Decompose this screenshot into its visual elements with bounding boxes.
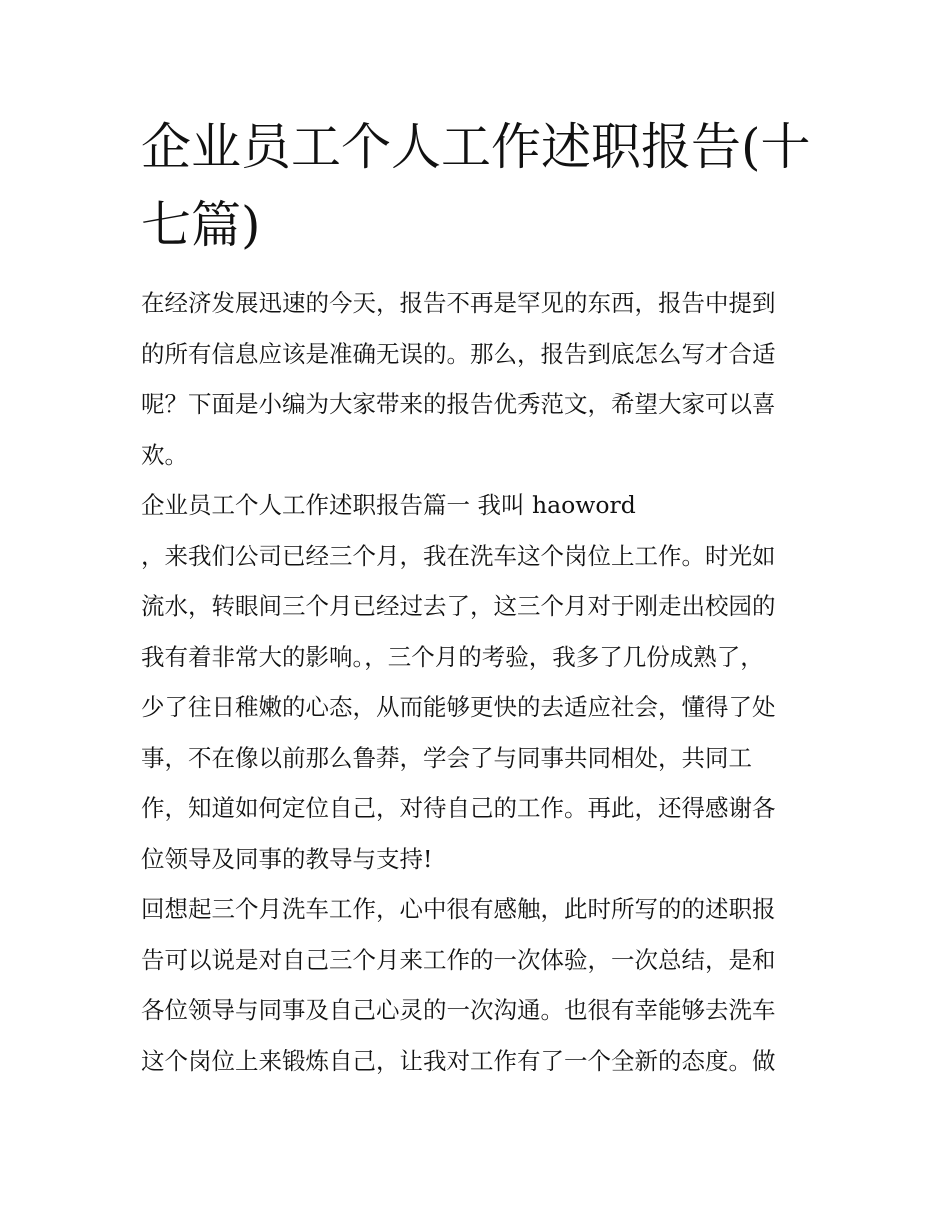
text-line: 位领导及同事的教导与支持!	[141, 844, 433, 873]
text-line: 告可以说是对自己三个月来工作的一次体验，一次总结，是和	[141, 945, 776, 974]
text-line: 流水，转眼间三个月已经过去了，这三个月对于刚走出校园的	[141, 592, 776, 620]
document-title	[141, 108, 811, 264]
title-line: 企业员工个人工作述职报告(十	[141, 118, 811, 176]
text-line: 的所有信息应该是准确无误的。那么，报告到底怎么写才合适	[141, 339, 776, 368]
body-paragraph-1	[141, 531, 811, 885]
text-line: 事，不在像以前那么鲁莽，学会了与同事共同相处，共同工	[141, 743, 752, 772]
text-line: 在经济发展迅速的今天，报告不再是罕见的东西，报告中提到	[141, 289, 776, 317]
text-line: 企业员工个人工作述职报告篇一 我叫 haoword	[141, 491, 636, 519]
text-line: 各位领导与同事及自己心灵的一次沟通。也很有幸能够去洗车	[141, 996, 776, 1024]
text-line: 少了往日稚嫩的心态，从而能够更快的去适应社会，懂得了处	[141, 693, 776, 721]
text-line: 这个岗位上来锻炼自己，让我对工作有了一个全新的态度。做	[141, 1046, 776, 1075]
body-paragraph-2	[141, 884, 811, 1086]
title-line: 七篇)	[141, 196, 261, 254]
document-body	[141, 108, 811, 1086]
text-line: 作，知道如何定位自己，对待自己的工作。再此，还得感谢各	[141, 794, 776, 822]
text-line: 呢？下面是小编为大家带来的报告优秀范文，希望大家可以喜	[141, 390, 776, 418]
intro-paragraph	[141, 278, 811, 480]
text-line: 欢。	[141, 440, 188, 469]
section-heading-paragraph	[141, 480, 811, 531]
text-line: ，来我们公司已经三个月，我在洗车这个岗位上工作。时光如	[141, 541, 776, 570]
text-line: 我有着非常大的影响。，三个月的考验，我多了几份成熟了，	[141, 642, 764, 671]
text-line: 回想起三个月洗车工作，心中很有感触，此时所写的的述职报	[141, 895, 776, 923]
